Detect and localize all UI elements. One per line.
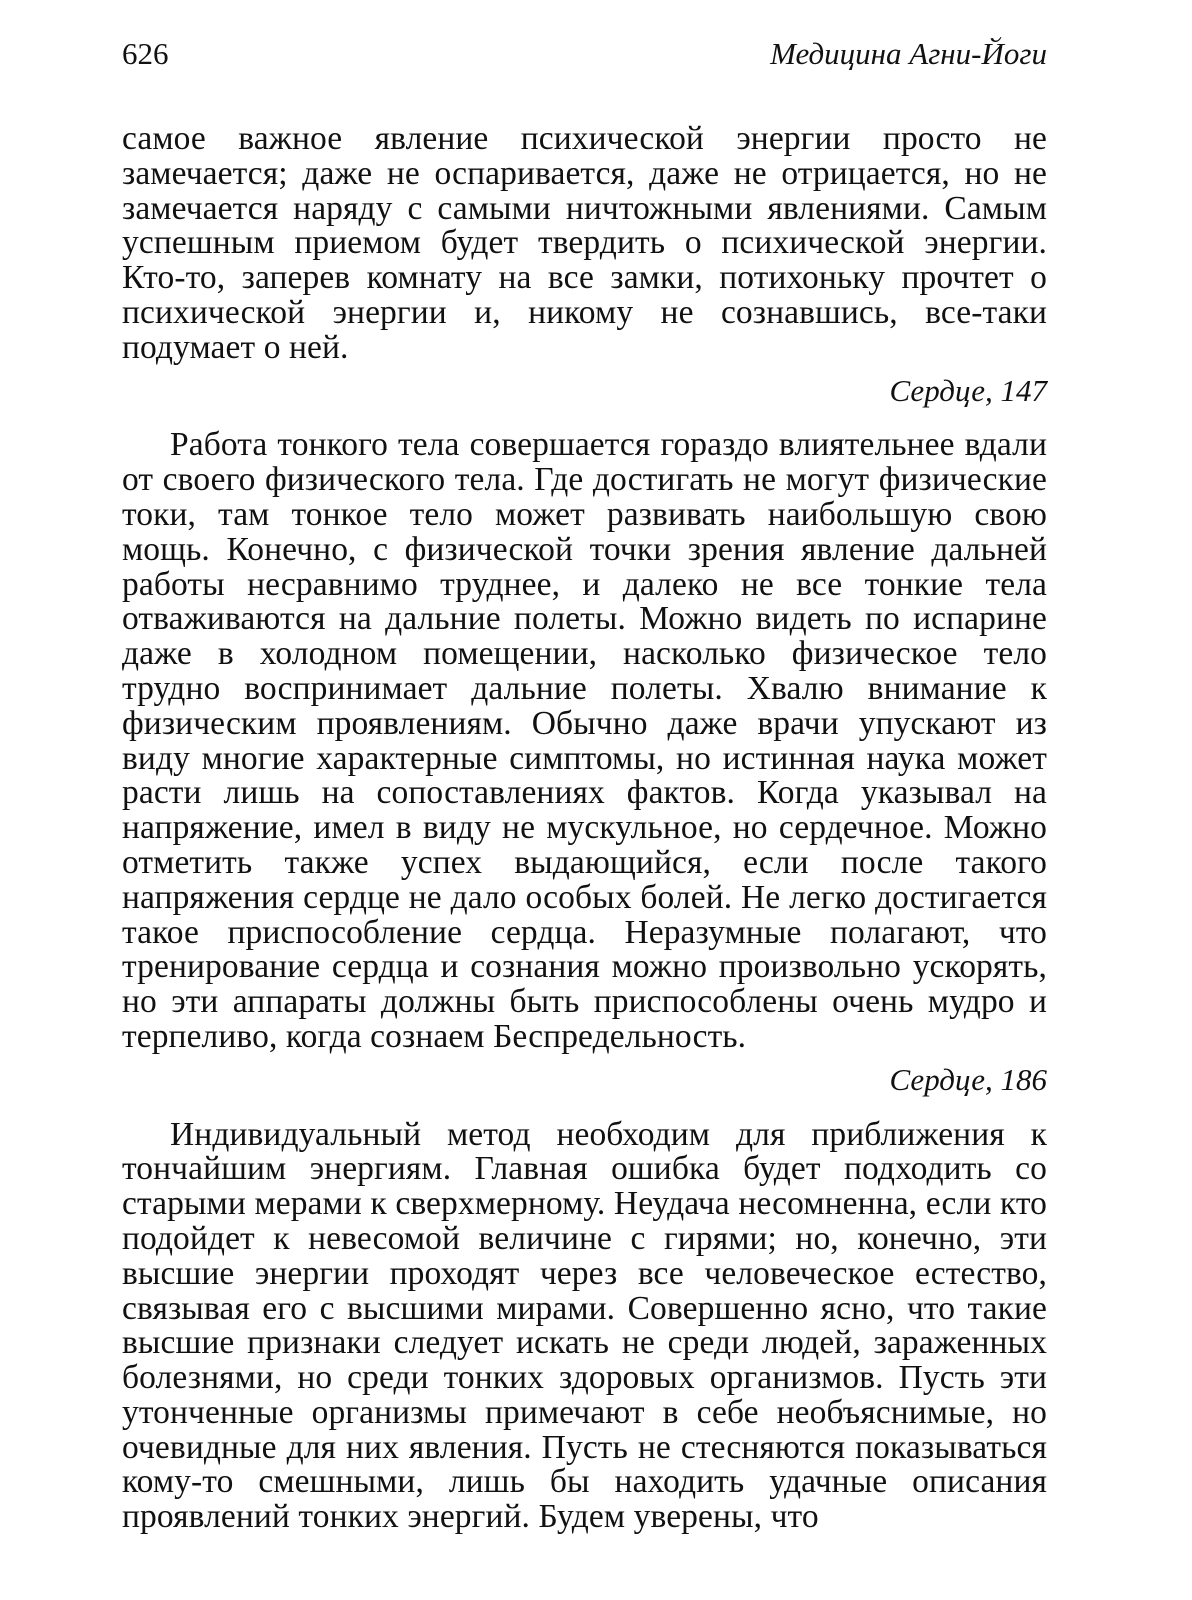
paragraph-1: самое важное явление психической энергии просто не замечается; даже не оспаривается, даже не отрицается, но не замечается наряду с самыми ничтожными явлениями. Самым успешным приемом будет твердить о психической энергии. Кто-то, заперев комнату на все замки, потихоньку прочтет о психической энергии и, никому не сознавшись, все-таки подумает о ней. (122, 120, 1047, 366)
page-header (122, 36, 1047, 88)
quote-block-2 (122, 428, 1047, 1097)
quote-block-1 (122, 122, 1047, 408)
paragraph-3: Индивидуальный метод необходим для приближения к тончайшим энергиям. Главная ошибка будет подходить со старыми мерами к сверхмерному. Неудача несомненна, если кто подойдет к невесомой величине с гирями; но, конечно, эти высшие энергии проходят через все человеческое естество, связывая его с высшими мирами. Совершенно ясно, что такие высшие признаки следует искать не среди людей, зараженных болезнями, но среди тонких здоровых организмов. Пусть эти утонченные организмы примечают в себе необъяснимые, но очевидные для них явления. Пусть не стесняются показываться кому-то смешными, лишь бы находить удачные описания проявлений тонких энергий. Будем уверены, что (122, 1115, 1047, 1536)
quote-block-3 (122, 1115, 1047, 1536)
page-number: 626 (122, 36, 169, 71)
paragraph-2: Работа тонкого тела совершается гораздо влиятельнее вдали от своего физического тела. Где достигать не могут физические токи, там тонкое тело может развивать наибольшую свою мощь. Конечно, с физической точки зрения явление дальней работы несравнимо труднее, и далеко не все тонкие тела отваживаются на дальние полеты. Можно видеть по испарине даже в холодном помещении, насколько физическое тело трудно воспринимает дальние полеты. Хвалю внимание к физическим проявлениям. Обычно даже врачи упускают из виду многие характерные симптомы, но истинная наука может расти лишь на сопоставлениях фактов. Когда указывал на напряжение, имел в виду не мускульное, но сердечное. Можно отметить также успех выдающийся, если после такого напряжения сердце не дало особых болей. Не легко достигается такое приспособление сердца. Неразумные полагают, что тренирование сердца и сознания можно произвольно ускорять, но эти аппараты должны быть приспособлены очень мудро и терпеливо, когда сознаем Беспредельность. (122, 426, 1047, 1055)
source-reference-2: Сердце, 186 (889, 1061, 1047, 1097)
running-title: Медицина Агни-Йоги (770, 36, 1047, 71)
book-page (122, 36, 1047, 1535)
source-reference-1: Сердце, 147 (889, 372, 1047, 408)
